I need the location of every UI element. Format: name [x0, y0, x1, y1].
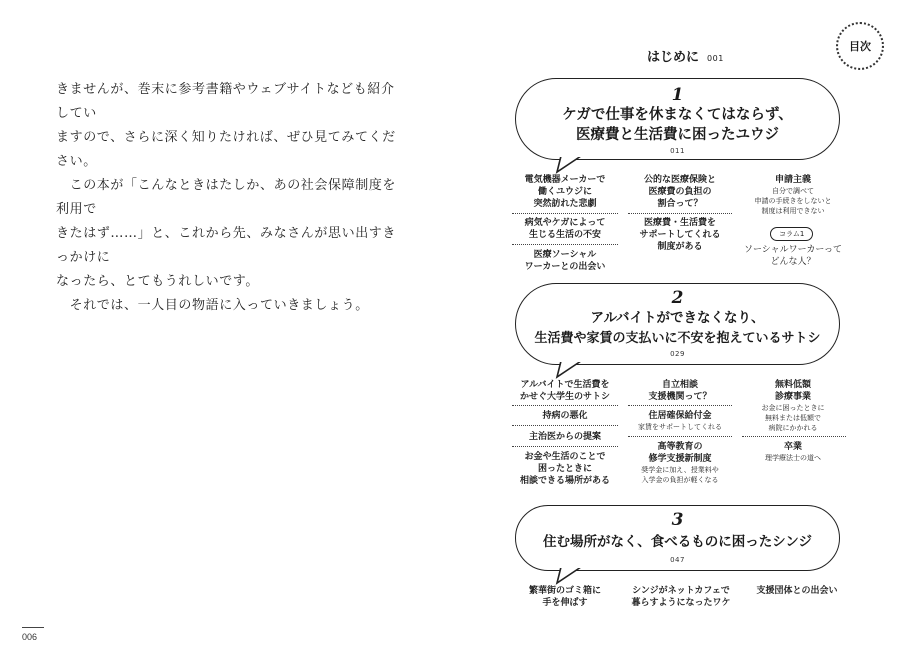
item-line: 診療事業 [774, 392, 811, 402]
divider [512, 425, 618, 426]
chapter-1-item[interactable] [510, 217, 620, 241]
page-number: 006 [22, 632, 38, 642]
chapter-1-number: 1 [671, 85, 684, 105]
intro-line: ますので、さらに深く知りたければ、ぜひ見てみてください。 [56, 130, 396, 169]
item-line: 住居確保給付金 [648, 411, 712, 421]
item-line: サポートしてくれる [639, 230, 721, 240]
chapter-2-item[interactable] [738, 441, 848, 463]
chapter-1-item[interactable] [738, 174, 848, 216]
item-line: 病気やケガによって [524, 218, 606, 228]
toc-badge: 目次 [836, 22, 884, 70]
chapter-1-item[interactable] [510, 249, 620, 273]
chapter-2-item[interactable] [508, 451, 622, 487]
item-line: 繁華街のゴミ箱に [528, 586, 601, 596]
chapter-2-item[interactable] [625, 379, 735, 403]
item-line: 持病の悪化 [542, 411, 588, 421]
item-subline: 制度は利用できない [761, 207, 825, 215]
intro-line: この本が「こんなときはたしか、あの社会保障制度を利用で [56, 178, 397, 217]
item-line: 医療ソーシャル [533, 250, 597, 260]
chapter-3-item[interactable] [742, 585, 852, 597]
chapter-3-bubble-tail [555, 561, 595, 585]
column-pill: コラム1 [770, 227, 813, 241]
item-line: 働くユウジに [537, 187, 592, 197]
item-line: 公的な医療保険と [643, 175, 716, 185]
intro-line: それでは、一人目の物語に入っていきましょう。 [56, 298, 369, 313]
item-line: 相談できる場所がある [519, 476, 610, 486]
item-line: 手を伸ばす [542, 598, 588, 608]
item-subline: 奨学金に加え、授業料や [641, 466, 719, 474]
divider [628, 405, 732, 406]
item-subline: 申請の手続きをしないと [754, 197, 832, 205]
chapter-1-item[interactable] [510, 174, 620, 210]
intro-line: なったら、とてもうれしいです。 [56, 274, 259, 289]
chapter-2-item[interactable] [625, 441, 735, 485]
item-subline: 自分で調べて [772, 187, 814, 195]
divider [512, 405, 618, 406]
item-line: 医療費の負担の [648, 187, 712, 197]
item-subline: 病院にかかれる [768, 424, 818, 432]
page-number-rule [22, 627, 44, 628]
chapter-2-title-line: アルバイトができなくなり、 [590, 310, 765, 326]
item-line: シンジがネットカフェで [632, 586, 730, 596]
intro-heading[interactable] [647, 46, 724, 65]
item-line: 割合って？ [657, 199, 703, 209]
chapter-2-bubble-tail [555, 355, 595, 379]
divider [628, 213, 732, 214]
chapter-1-title-line: ケガで仕事を休まなくてはならず、 [562, 107, 793, 123]
item-line: 困ったときに [537, 464, 592, 474]
chapter-3-item[interactable] [622, 585, 740, 609]
item-line: どんな人？ [770, 257, 816, 267]
item-line: 制度がある [657, 242, 703, 252]
divider [512, 213, 618, 214]
chapter-2-page: 029 [670, 350, 685, 358]
item-line: 修学支援新制度 [648, 454, 712, 464]
chapter-1-item[interactable] [738, 244, 848, 268]
chapter-3-item[interactable] [508, 585, 622, 609]
item-line: アルバイトで生活費を [520, 380, 610, 390]
chapter-2-item[interactable] [508, 379, 622, 403]
chapter-2-item[interactable] [508, 431, 622, 443]
item-line: 暮らすようになったワケ [631, 598, 731, 608]
divider [628, 436, 732, 437]
chapter-2-item[interactable] [625, 410, 735, 432]
item-subline: 家賃をサポートしてくれる [638, 423, 722, 431]
chapter-2-title-line: 生活費や家賃の支払いに不安を抱えているサトシ [534, 331, 821, 346]
divider [512, 446, 618, 447]
intro-line: きませんが、巻末に参考書籍やウェブサイトなども紹介してい [56, 82, 395, 121]
item-line: 生じる生活の不安 [528, 230, 601, 240]
item-line: 高等教育の [657, 442, 703, 452]
item-line: 無料低額 [774, 380, 811, 390]
item-line: 申請主義 [774, 175, 811, 185]
chapter-1-page: 011 [670, 147, 685, 155]
chapter-3-page: 047 [670, 556, 685, 564]
intro-heading-page: 001 [707, 54, 724, 63]
divider [512, 244, 618, 245]
chapter-1-bubble[interactable] [515, 78, 840, 160]
chapter-2-item[interactable] [738, 379, 848, 423]
chapter-2-number: 2 [671, 288, 684, 308]
item-line: 電気機器メーカーで [524, 175, 606, 185]
item-subline: お金に困ったときに [761, 404, 825, 412]
item-line: 医療費・生活費を [643, 218, 716, 228]
item-line: 自立相談 [661, 380, 698, 390]
item-line: かせぐ大学生のサトシ [519, 392, 610, 402]
chapter-1-title-line: 医療費と生活費に困ったユウジ [576, 127, 779, 143]
intro-heading-title: はじめに [647, 50, 700, 65]
item-line: ワーカーとの出会い [524, 262, 606, 272]
intro-text [56, 78, 396, 318]
item-line: 突然訪れた悲劇 [533, 199, 597, 209]
chapter-2-item[interactable] [508, 410, 622, 422]
chapter-2-bubble[interactable] [515, 283, 840, 365]
chapter-1-item[interactable] [625, 217, 735, 253]
item-line: お金や生活のことで [524, 452, 606, 462]
chapter-3-title-line: 住む場所がなく、食べるものに困ったシンジ [542, 534, 813, 550]
item-subline: 理学療法士の道へ [765, 454, 821, 462]
divider [742, 436, 846, 437]
item-subline: 入学金の負担が軽くなる [641, 476, 719, 484]
chapter-3-number: 3 [671, 510, 684, 530]
item-line: 卒業 [783, 442, 802, 452]
item-line: 支援機関って？ [648, 392, 712, 402]
chapter-1-bubble-tail [555, 150, 595, 174]
intro-line: きたはず……」と、これから先、みなさんが思い出すきっかけに [56, 226, 397, 265]
chapter-1-item[interactable] [625, 174, 735, 210]
item-line: ソーシャルワーカーって [743, 245, 843, 255]
chapter-2-item[interactable] [738, 423, 848, 433]
item-line: 支援団体との出会い [756, 586, 838, 596]
item-subline: 無料または低額で [765, 414, 821, 422]
item-line: 主治医からの提案 [528, 432, 601, 442]
